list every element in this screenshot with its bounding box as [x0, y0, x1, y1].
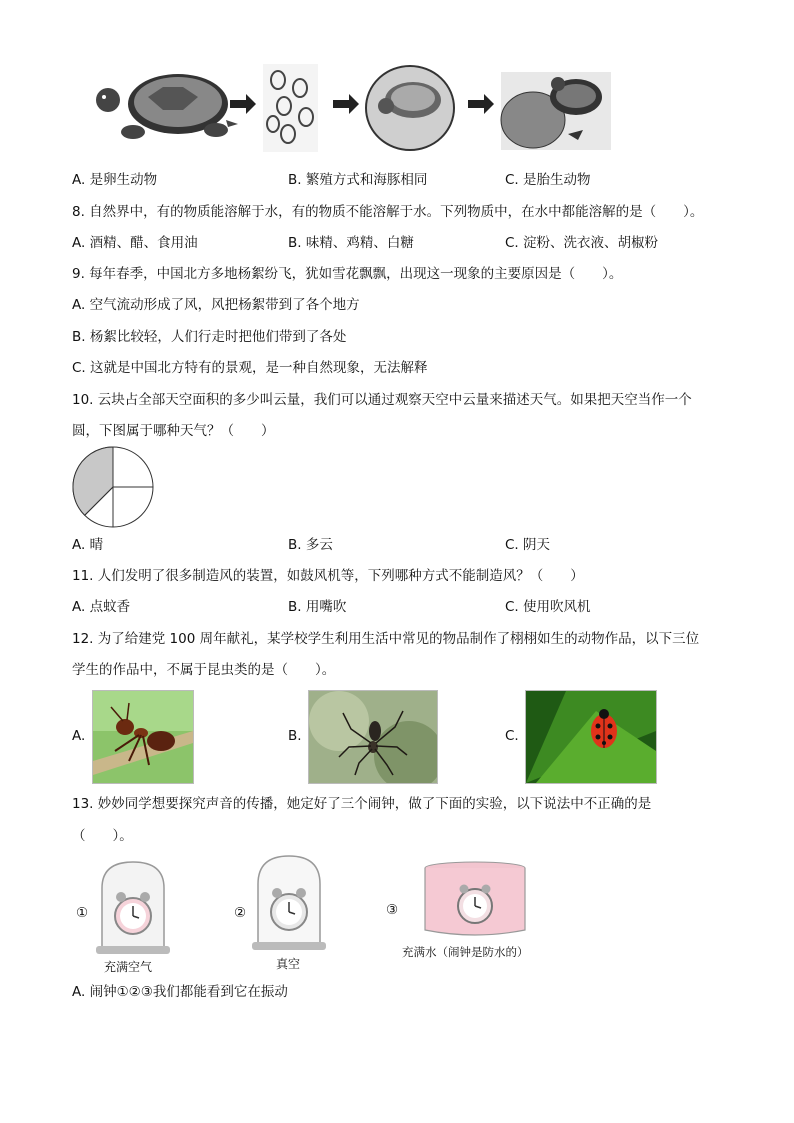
caption-vacuum: 真空	[276, 957, 301, 971]
marker-1: ①	[76, 905, 89, 921]
bell-jar-vacuum	[250, 852, 328, 952]
q8-stem: 8. 自然界中，有的物质能溶解于水，有的物质不能溶解于水。下列物质中，在水中都能溶解的是（ ）。	[72, 204, 704, 220]
q8-option-a: A. 酒精、醋、食用油	[72, 235, 198, 251]
q7-option-b: B. 繁殖方式和海豚相同	[288, 172, 428, 188]
q12-option-b-label: B.	[288, 728, 302, 744]
arrow-icon	[468, 94, 494, 114]
arrow-icon	[230, 94, 256, 114]
marker-3: ③	[386, 902, 399, 918]
q9-option-b: B. 杨絮比较轻，人们行走时把他们带到了各处	[72, 329, 347, 345]
q10-option-b: B. 多云	[288, 537, 333, 553]
ant-photo	[92, 690, 194, 784]
q11-option-b: B. 用嘴吹	[288, 599, 347, 615]
alarm-clock-icon	[115, 892, 151, 934]
q12-stem-line1: 12. 为了给建党 100 周年献礼，某学校学生利用生活中常见的物品制作了栩栩如生的动物作品，以下三位	[72, 631, 700, 647]
alarm-clock-icon	[271, 888, 307, 930]
q12-option-c-label: C.	[505, 728, 519, 744]
eggs-image	[263, 64, 318, 152]
q9-option-c: C. 这就是中国北方特有的景观，是一种自然现象，无法解释	[72, 360, 428, 376]
turtle-lifecycle-figure	[88, 62, 618, 154]
q7-option-a: A. 是卵生动物	[72, 172, 158, 188]
adult-turtle-image	[96, 74, 238, 139]
cloud-cover-pie	[70, 446, 156, 528]
q10-stem-line2: 圆，下图属于哪种天气？（ ）	[72, 423, 275, 439]
q10-option-a: A. 晴	[72, 537, 104, 553]
caption-water: 充满水（闹钟是防水的）	[402, 945, 529, 959]
q9-stem: 9. 每年春季，中国北方多地杨絮纷飞，犹如雪花飘飘，出现这一现象的主要原因是（ ）。	[72, 266, 623, 282]
q8-option-c: C. 淀粉、洗衣液、胡椒粉	[505, 235, 659, 251]
caption-air: 充满空气	[104, 960, 153, 974]
q12-option-a-label: A.	[72, 728, 86, 744]
arrow-icon	[333, 94, 359, 114]
q11-option-a: A. 点蚊香	[72, 599, 131, 615]
q11-stem: 11. 人们发明了很多制造风的装置，如鼓风机等，下列哪种方式不能制造风？（ ）	[72, 568, 584, 584]
embryo-in-egg-image	[366, 66, 454, 150]
bell-jar-air	[94, 858, 172, 956]
q8-option-b: B. 味精、鸡精、白糖	[288, 235, 414, 251]
marker-2: ②	[234, 905, 247, 921]
water-tank	[420, 860, 530, 940]
q13-option-a: A. 闹钟①②③我们都能看到它在振动	[72, 984, 288, 1000]
q13-stem-line2: （ ）。	[72, 828, 133, 844]
hatching-turtle-image	[501, 72, 611, 150]
q10-option-c: C. 阴天	[505, 537, 551, 553]
q9-option-a: A. 空气流动形成了风，风把杨絮带到了各个地方	[72, 297, 360, 313]
q11-option-c: C. 使用吹风机	[505, 599, 591, 615]
q10-stem-line1: 10. 云块占全部天空面积的多少叫云量，我们可以通过观察天空中云量来描述天气。如果把天空当作一个	[72, 392, 692, 408]
q12-stem-line2: 学生的作品中，不属于昆虫类的是（ ）。	[72, 662, 336, 678]
spider-photo	[308, 690, 438, 784]
q13-stem-line1: 13. 妙妙同学想要探究声音的传播，她定好了三个闹钟，做了下面的实验，以下说法中不正确的是	[72, 796, 652, 812]
alarm-clock-icon	[458, 885, 492, 924]
q7-option-c: C. 是胎生动物	[505, 172, 591, 188]
ladybug-photo	[525, 690, 657, 784]
